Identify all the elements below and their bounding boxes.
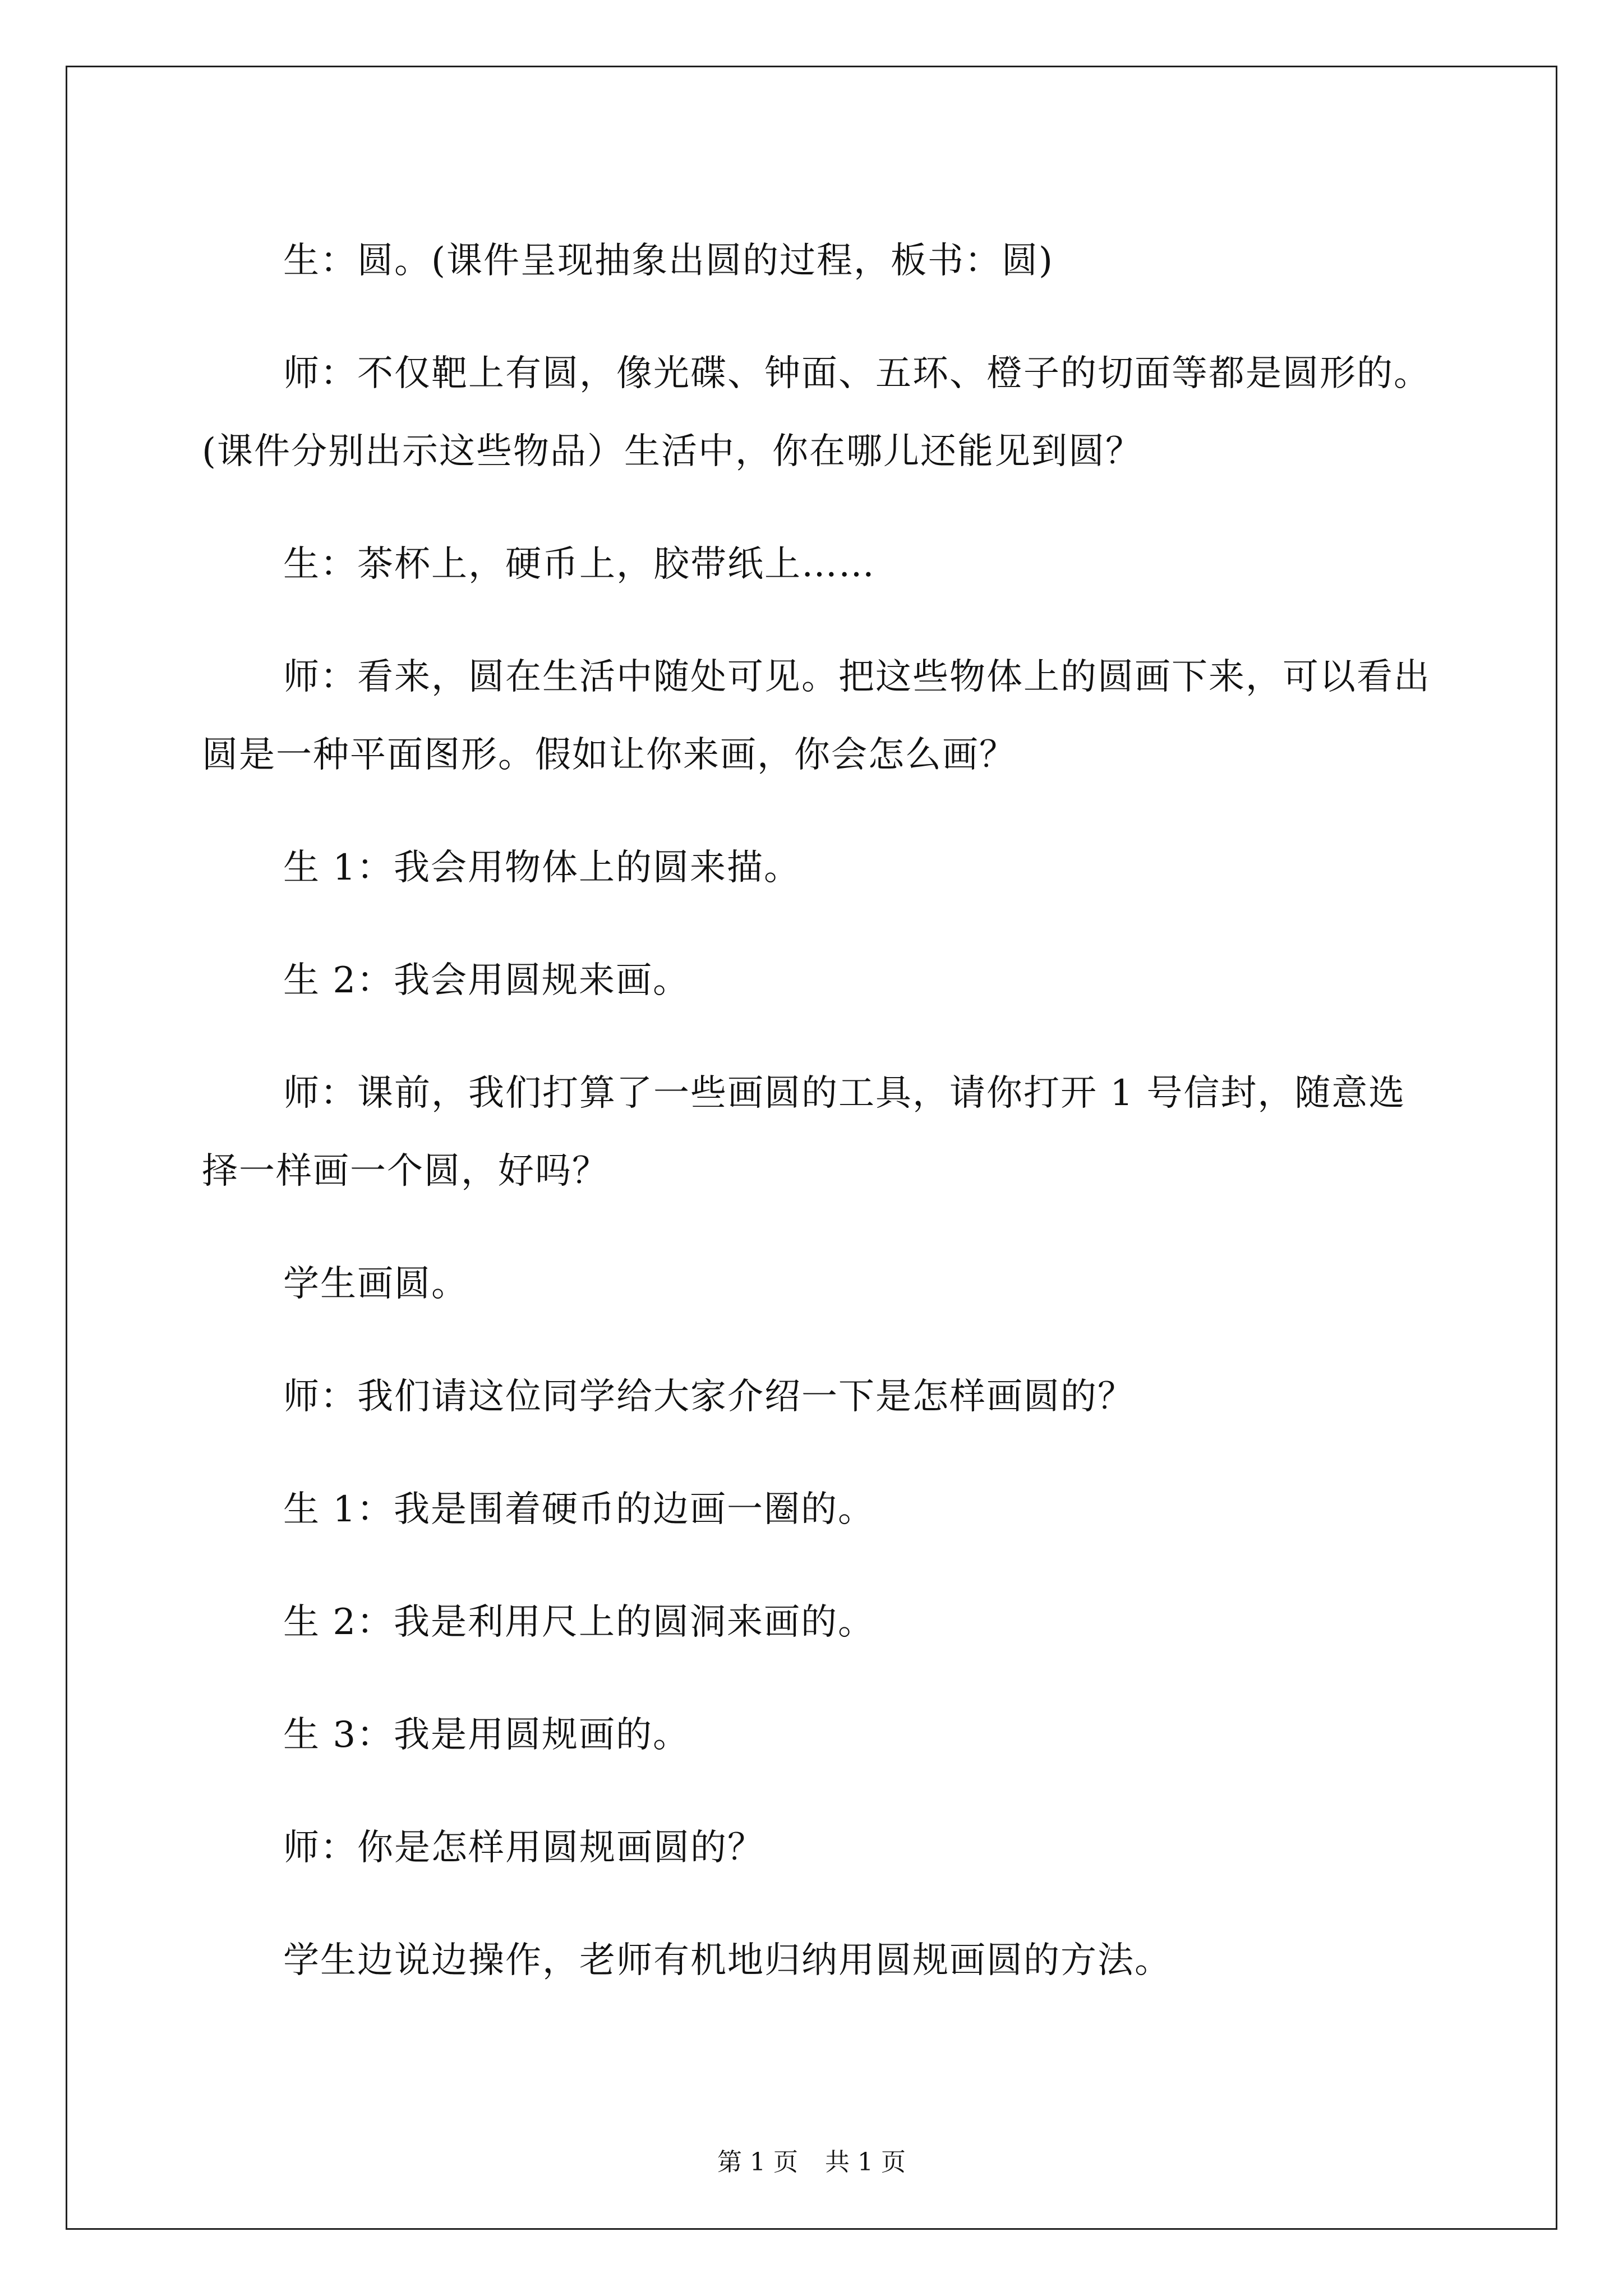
- page-number-current: 第 1 页: [717, 2148, 798, 2177]
- paragraph-10: 生 1：我是围着硬币的边画一圈的。: [283, 1489, 875, 1530]
- paragraph-6: 生 2：我会用圆规来画。: [283, 960, 690, 1001]
- paragraph-14: 学生边说边操作，老师有机地归纳用圆规画圆的方法。: [283, 1940, 1172, 1981]
- page-number-total: 共 1 页: [825, 2148, 906, 2177]
- document-body: [202, 222, 1436, 2035]
- paragraph-8: 学生画圆。: [283, 1263, 468, 1305]
- paragraph-11: 生 2：我是利用尺上的圆洞来画的。: [283, 1602, 875, 1643]
- paragraph-7: 师：课前，我们打算了一些画圆的工具，请你打开 1 号信封，随意选择一样画一个圆，好吗？: [202, 1073, 1406, 1192]
- paragraph-3: 生：茶杯上，硬币上，胶带纸上……: [283, 544, 875, 585]
- paragraph-2: 师：不仅靶上有圆，像光碟、钟面、五环、橙子的切面等都是圆形的。(课件分别出示这些物品）生活中，你在哪儿还能见到圆？: [202, 353, 1431, 472]
- paragraph-12: 生 3：我是用圆规画的。: [283, 1714, 690, 1756]
- paragraph-4: 师：看来，圆在生活中随处可见。把这些物体上的圆画下来，可以看出圆是一种平面图形。假如让你来画，你会怎么画？: [202, 656, 1431, 776]
- paragraph-1: 生：圆。(课件呈现抽象出圆的过程，板书：圆): [283, 240, 1054, 282]
- paragraph-13: 师：你是怎样用圆规画圆的？: [283, 1827, 764, 1869]
- paragraph-5: 生 1：我会用物体上的圆来描。: [283, 847, 801, 889]
- page-footer: [0, 2146, 1623, 2179]
- paragraph-9: 师：我们请这位同学给大家介绍一下是怎样画圆的？: [283, 1376, 1135, 1418]
